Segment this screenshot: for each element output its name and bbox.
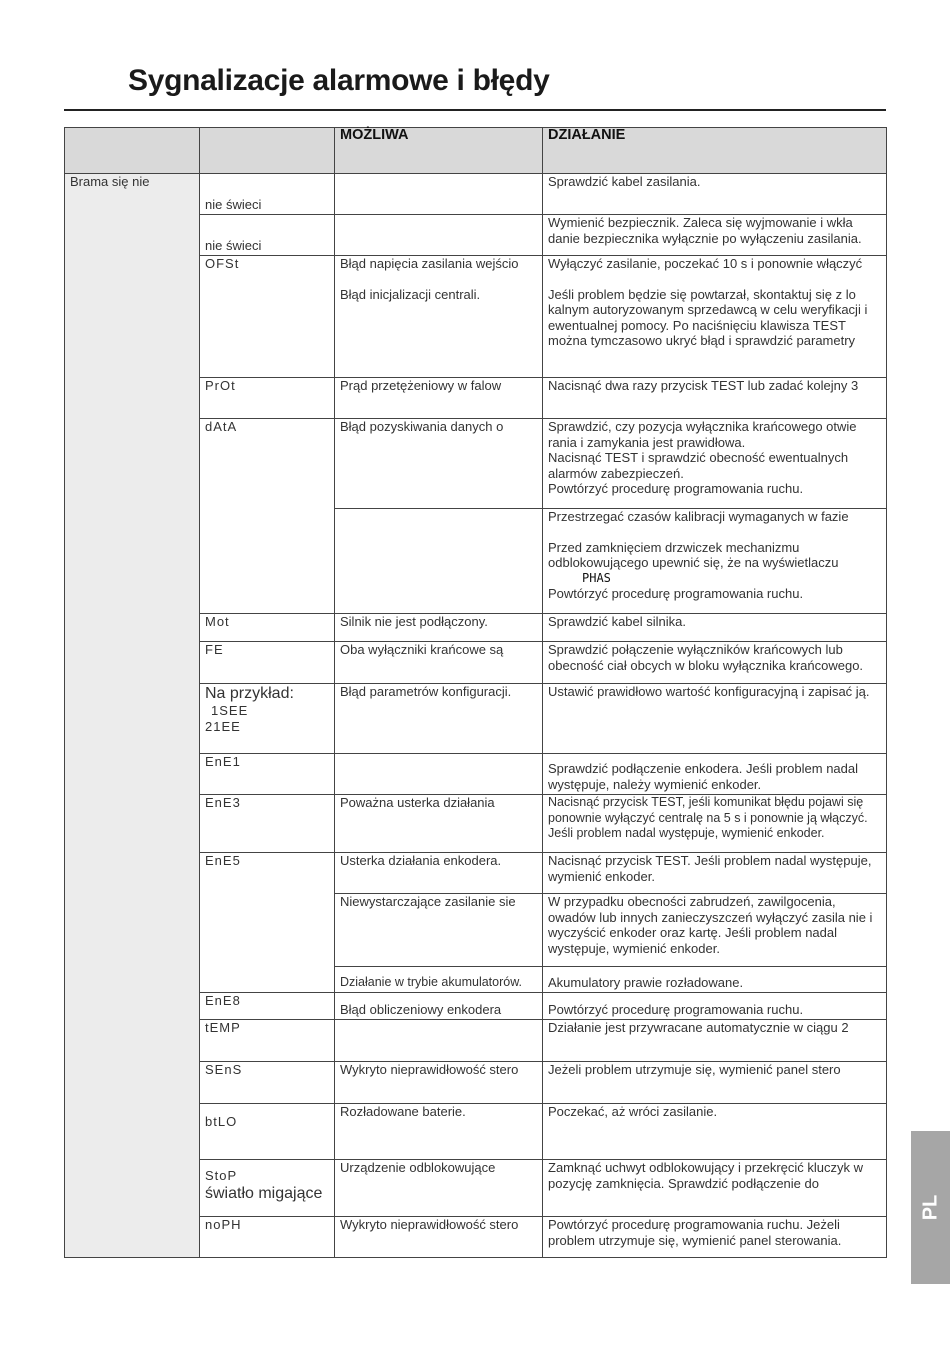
- cause-cell: [335, 215, 543, 256]
- action-cell: Powtórzyć procedurę programowania ruchu.: [543, 993, 887, 1020]
- cause-cell: Błąd pozyskiwania danych o: [335, 419, 543, 509]
- action-cell: Działanie jest przywracane automatycznie w ciągu 2: [543, 1020, 887, 1062]
- error-code-cell: [200, 684, 335, 754]
- error-code: dAtA: [200, 419, 335, 614]
- action-cell: W przypadku obecności zabrudzeń, zawilgocenia, owadów lub innych zanieczyszczeń wyłączyć zasila nie i wyczyścić enkoder oraz kartę. Jeśli problem nadal występuje, wymienić enkoder.: [543, 894, 887, 967]
- cause-cell: Oba wyłączniki krańcowe są: [335, 642, 543, 684]
- action-cell: Zamknąć uchwyt odblokowujący i przekręcić kluczyk w pozycję zamknięcia. Sprawdzić podłączenie do: [543, 1160, 887, 1217]
- action-text: Przed zamknięciem drzwiczek mechanizmu odblokowującego upewnić się, że na wyświetlaczu: [548, 539, 839, 570]
- cause-cell: Usterka działania enkodera.: [335, 853, 543, 894]
- action-cell: Poczekać, aż wróci zasilanie.: [543, 1104, 887, 1160]
- cause-cell: [335, 174, 543, 215]
- cause-cell: Błąd parametrów konfiguracji.: [335, 684, 543, 754]
- action-cell: Akumulatory prawie rozładowane.: [543, 967, 887, 993]
- cause-cell: Wykryto nieprawidłowość stero: [335, 1062, 543, 1104]
- cause-cell: Urządzenie odblokowujące: [335, 1160, 543, 1217]
- cause-cell: [335, 256, 543, 378]
- error-code: 21EE: [205, 718, 241, 734]
- error-table: [64, 127, 887, 1258]
- language-tab-label: PL: [919, 1194, 941, 1221]
- cause-cell: Prąd przetężeniowy w falow: [335, 378, 543, 419]
- action-text: Przestrzegać czasów kalibracji wymaganych w fazie: [548, 509, 849, 524]
- action-cell: Nacisnąć przycisk TEST, jeśli komunikat błędu pojawi się ponownie wyłączyć centralę na 5 s i ponownie ją włączyć. Jeśli problem nadal występuje, wymienić enkoder.: [543, 795, 887, 853]
- error-code: OFSt: [200, 256, 335, 378]
- action-cell: [543, 419, 887, 509]
- cause-cell: Wykryto nieprawidłowość stero: [335, 1217, 543, 1258]
- action-cell: Sprawdzić podłączenie enkodera. Jeśli problem nadal występuje, należy wymienić enkoder.: [543, 754, 887, 795]
- error-code: nie świeci: [200, 174, 335, 215]
- error-code: btLO: [200, 1104, 335, 1160]
- cause-cell: Poważna usterka działania: [335, 795, 543, 853]
- error-code: StoP: [205, 1168, 238, 1183]
- cause-cell: Niewystarczające zasilanie sie: [335, 894, 543, 967]
- error-code: EnE3: [200, 795, 335, 853]
- error-code: EnE1: [200, 754, 335, 795]
- header-cell-action: DZIAŁANIE: [543, 128, 887, 174]
- header-cell: [200, 128, 335, 174]
- action-cell: [543, 509, 887, 614]
- cause-cell: Działanie w trybie akumulatorów.: [335, 967, 543, 993]
- action-cell: Jeżeli problem utrzymuje się, wymienić panel stero: [543, 1062, 887, 1104]
- action-text: Wyłączyć zasilanie, poczekać 10 s i ponownie włączyć: [548, 256, 863, 271]
- action-cell: Sprawdzić połączenie wyłączników krańcowych lub obecność ciał obcych w bloku wyłącznika krańcowego.: [543, 642, 887, 684]
- error-code: FE: [200, 642, 335, 684]
- action-cell: Ustawić prawidłowo wartość konfiguracyjną i zapisać ją.: [543, 684, 887, 754]
- display-code: PHAS: [582, 570, 611, 585]
- error-code: 1SEE: [211, 703, 249, 718]
- error-code: SEnS: [200, 1062, 335, 1104]
- cause-cell: [335, 509, 543, 614]
- action-text: Nacisnąć TEST i sprawdzić obecność ewentualnych alarmów zabezpieczeń.: [548, 450, 849, 481]
- action-text: Jeśli problem będzie się powtarzał, skontaktuj się z lo kalnym autoryzowanym sprzedawcą w celu weryfikacji i ewentualnej pomocy. Po naciśnięciu klawisza TEST można tymczasowo ukryć błąd i sprawdzić parametry: [548, 286, 868, 348]
- group-label: Brama się nie: [65, 174, 200, 1258]
- cause-text: Błąd inicjalizacji centrali.: [340, 286, 481, 302]
- error-code: EnE8: [200, 993, 335, 1020]
- action-cell: Wymienić bezpiecznik. Zaleca się wyjmowanie i wkła danie bezpiecznika wyłącznie po wyłączeniu zasilania.: [543, 215, 887, 256]
- example-label: Na przykład:: [205, 685, 294, 702]
- error-code: tEMP: [200, 1020, 335, 1062]
- title-rule: [64, 109, 886, 111]
- language-tab: [911, 1131, 950, 1284]
- action-text: Powtórzyć procedurę programowania ruchu.: [548, 586, 804, 601]
- error-code: noPH: [200, 1217, 335, 1258]
- error-code: Mot: [200, 614, 335, 642]
- error-code: EnE5: [200, 853, 335, 993]
- cause-cell: Silnik nie jest podłączony.: [335, 614, 543, 642]
- header-cell: [65, 128, 200, 174]
- action-cell: Nacisnąć przycisk TEST. Jeśli problem nadal występuje, wymienić enkoder.: [543, 853, 887, 894]
- page-title: Sygnalizacje alarmowe i błędy: [128, 64, 550, 97]
- action-cell: [543, 256, 887, 378]
- action-cell: Nacisnąć dwa razy przycisk TEST lub zadać kolejny 3: [543, 378, 887, 419]
- table-header-row: [65, 128, 887, 174]
- action-cell: Powtórzyć procedurę programowania ruchu. Jeżeli problem utrzymuje się, wymienić panel sterowania.: [543, 1217, 887, 1258]
- cause-cell: Błąd obliczeniowy enkodera: [335, 993, 543, 1020]
- error-code: PrOt: [200, 378, 335, 419]
- cause-cell: [335, 1020, 543, 1062]
- cause-text: Błąd napięcia zasilania wejścio: [340, 256, 519, 271]
- action-cell: Sprawdzić kabel silnika.: [543, 614, 887, 642]
- action-cell: Sprawdzić kabel zasilania.: [543, 174, 887, 215]
- error-code: nie świeci: [200, 215, 335, 256]
- table-row: [65, 174, 887, 215]
- action-text: Powtórzyć procedurę programowania ruchu.: [548, 481, 804, 496]
- error-code-cell: [200, 1160, 335, 1217]
- header-cell-possible: MOŻLIWA: [335, 128, 543, 174]
- error-code-note: światło migające: [205, 1184, 323, 1202]
- action-text: Sprawdzić, czy pozycja wyłącznika krańcowego otwie rania i zamykania jest prawidłowa.: [548, 419, 857, 450]
- cause-cell: [335, 754, 543, 795]
- cause-cell: Rozładowane baterie.: [335, 1104, 543, 1160]
